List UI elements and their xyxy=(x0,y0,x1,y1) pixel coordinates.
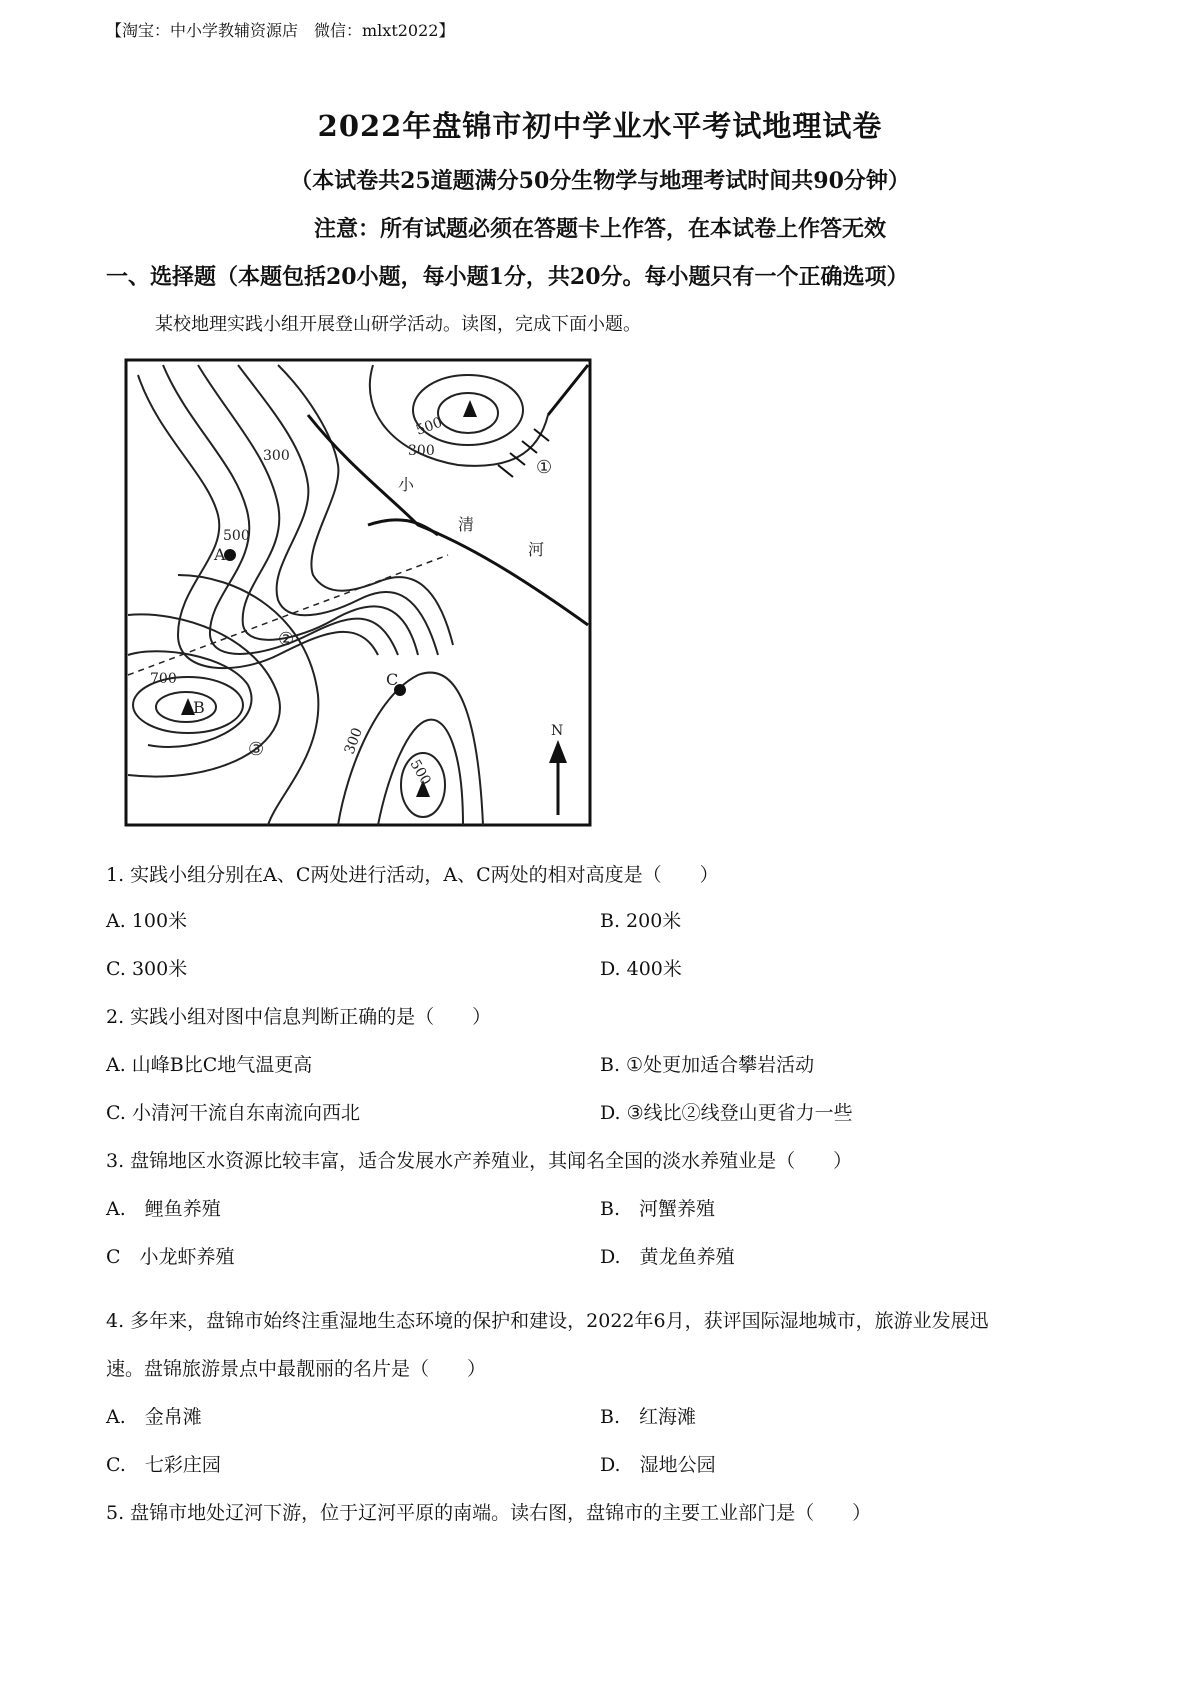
river-label: 河 xyxy=(528,540,545,559)
question-2-stem: 2. 实践小组对图中信息判断正确的是（ ） xyxy=(106,1006,492,1028)
river-label: 清 xyxy=(458,515,475,534)
question-3-option-b: B. 河蟹养殖 xyxy=(600,1198,716,1220)
north-label: N xyxy=(551,723,564,739)
exam-subtitle: （本试卷共25道题满分50分生物学与地理考试时间共90分钟） xyxy=(290,168,910,194)
header-watermark: 【淘宝：中小学教辅资源店 微信：mlxt2022】 xyxy=(106,21,455,40)
contour-label: 500 xyxy=(413,414,445,439)
question-2-option-c: C. 小清河干流自东南流向西北 xyxy=(106,1102,360,1124)
question-3-option-c: C 小龙虾养殖 xyxy=(106,1246,235,1268)
point-a-marker xyxy=(224,549,236,561)
question-2-option-b: B. ①处更加适合攀岩活动 xyxy=(600,1054,815,1076)
question-4-option-a: A. 金帛滩 xyxy=(106,1406,202,1428)
question-3-option-d: D. 黄龙鱼养殖 xyxy=(600,1246,735,1268)
section-heading: 一、选择题（本题包括20小题，每小题1分，共20分。每小题只有一个正确选项） xyxy=(106,264,909,290)
contour-map xyxy=(118,355,598,830)
question-1-option-d: D. 400米 xyxy=(600,958,682,980)
contour-label: 300 xyxy=(341,725,366,757)
question-4-stem: 4. 多年来，盘锦市始终注重湿地生态环境的保护和建设，2022年6月，获评国际湿地城市，旅游业发展迅 xyxy=(106,1310,989,1332)
exam-title: 2022年盘锦市初中学业水平考试地理试卷 xyxy=(317,109,883,143)
contour-label: 700 xyxy=(150,671,177,687)
point-c-label: C xyxy=(386,670,399,689)
contour-label: 300 xyxy=(263,448,290,464)
question-4-option-c: C. 七彩庄园 xyxy=(106,1454,221,1476)
question-2-option-d: D. ③线比②线登山更省力一些 xyxy=(600,1102,853,1124)
question-1-option-c: C. 300米 xyxy=(106,958,188,980)
question-3-stem: 3. 盘锦地区水资源比较丰富，适合发展水产养殖业，其闻名全国的淡水养殖业是（ ） xyxy=(106,1150,853,1172)
question-3-option-a: A. 鲤鱼养殖 xyxy=(106,1198,221,1220)
question-1-option-b: B. 200米 xyxy=(600,910,682,932)
marker-3-label: ③ xyxy=(248,739,265,760)
river-label: 小 xyxy=(398,475,415,494)
question-4-option-b: B. 红海滩 xyxy=(600,1406,697,1428)
contour-label: 300 xyxy=(408,443,435,459)
intro-text: 某校地理实践小组开展登山研学活动。读图，完成下面小题。 xyxy=(155,314,641,335)
question-4-stem-continued: 速。盘锦旅游景点中最靓丽的名片是（ ） xyxy=(106,1358,487,1380)
point-b-label: B xyxy=(193,698,205,717)
question-1-stem: 1. 实践小组分别在A、C两处进行活动，A、C两处的相对高度是（ ） xyxy=(106,864,719,886)
marker-2-label: ② xyxy=(278,629,295,650)
question-5-stem: 5. 盘锦市地处辽河下游，位于辽河平原的南端。读右图，盘锦市的主要工业部门是（ ） xyxy=(106,1502,872,1524)
contour-label: 500 xyxy=(223,528,250,544)
question-4-option-d: D. 湿地公园 xyxy=(600,1454,716,1476)
exam-notice: 注意：所有试题必须在答题卡上作答，在本试卷上作答无效 xyxy=(313,216,886,242)
contour-label: 500 xyxy=(406,757,434,789)
question-2-option-a: A. 山峰B比C地气温更高 xyxy=(106,1054,313,1076)
question-1-option-a: A. 100米 xyxy=(106,910,188,932)
marker-1-label: ① xyxy=(536,457,553,478)
point-a-label: A xyxy=(214,545,226,564)
